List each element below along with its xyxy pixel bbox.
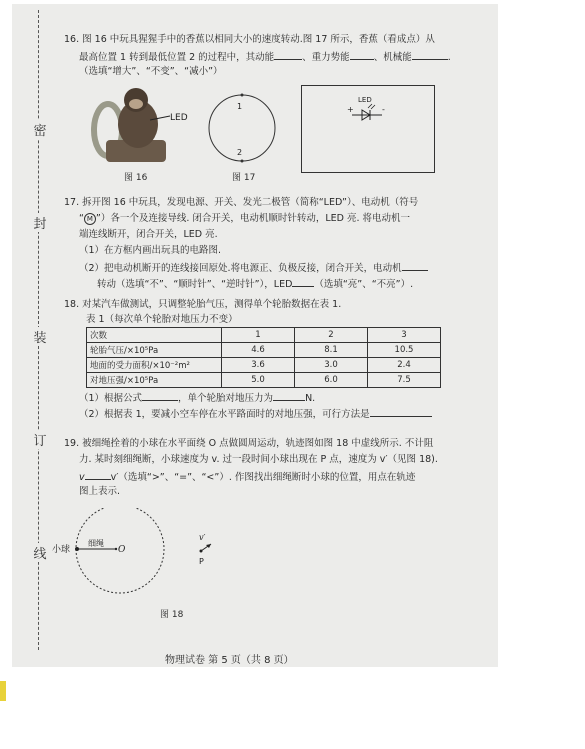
q19-line2: 力. 某时刻细绳断，小球速度为 v. 过一段时间小球出现在 P 点，速度为 v′（见图 18). bbox=[79, 454, 438, 465]
q16-text-c: 、机械能 bbox=[373, 52, 412, 63]
q16-blank-potential[interactable] bbox=[350, 48, 374, 60]
q16-line1: 16. 图 16 中玩具猩猩手中的香蕉以相同大小的速度转动.图 17 所示，香蕉（看成点）从 bbox=[64, 34, 435, 45]
motor-symbol-icon: M bbox=[84, 213, 96, 225]
page-footer: 物理试卷 第 5 页（共 8 页） bbox=[165, 655, 294, 666]
q18-table-caption: 表 1（每次单个轮胎对地压力不变） bbox=[86, 314, 238, 325]
fig17-pos1: 1 bbox=[237, 102, 243, 111]
q17-text-b: ”）各一个及连接导线. 闭合开关，电动机顺时针转动，LED 亮. 将电动机一 bbox=[95, 213, 411, 224]
table-row bbox=[87, 373, 441, 388]
table-row bbox=[87, 343, 441, 358]
box-plus: + bbox=[347, 105, 354, 114]
q17-item1: （1）在方框内画出玩具的电路图. bbox=[79, 245, 222, 256]
rope-label: 细绳 bbox=[88, 539, 104, 548]
q18-blank-formula[interactable] bbox=[142, 389, 178, 401]
table-cell: 5.0 bbox=[222, 373, 295, 388]
table-cell: 1 bbox=[222, 328, 295, 343]
box-led-label: LED bbox=[358, 96, 372, 104]
q17-line3: 端连线断开，闭合开关，LED 亮. bbox=[79, 229, 218, 240]
table-row bbox=[87, 328, 441, 343]
q19-line4: 图上表示. bbox=[79, 486, 121, 497]
fig16-led-label: LED bbox=[170, 113, 188, 123]
q19-blank-compare[interactable] bbox=[85, 468, 111, 480]
margin-label-mi: 密 bbox=[30, 120, 50, 139]
q17-line2 bbox=[79, 211, 410, 226]
table-cell: 4.6 bbox=[222, 343, 295, 358]
q16-text-d: . bbox=[447, 52, 451, 63]
q16-blank-mechanical[interactable] bbox=[412, 48, 448, 60]
q17-item2-text-b: 转动（选填“不”、“顺时针”、“逆时针”），LED bbox=[97, 279, 293, 290]
table-cell: 次数 bbox=[87, 328, 222, 343]
q19-text-v: v bbox=[79, 472, 85, 483]
q16-line2 bbox=[79, 48, 451, 65]
table-cell: 3.0 bbox=[295, 358, 368, 373]
fig17-caption: 图 17 bbox=[232, 173, 256, 183]
q18-data-table bbox=[86, 327, 441, 388]
center-label: O bbox=[118, 545, 126, 555]
table-cell: 轮胎气压/×10⁵Pa bbox=[87, 343, 222, 358]
yellow-edge-mark bbox=[0, 681, 6, 701]
v-prime-label: v′ bbox=[199, 533, 206, 542]
q18-line1: 18. 对某汽车做测试，只调整轮胎气压，测得单个轮胎数据在表 1. bbox=[64, 299, 342, 310]
table-cell: 3.6 bbox=[222, 358, 295, 373]
q17-item2-line2 bbox=[97, 275, 413, 292]
box-minus: - bbox=[382, 105, 385, 114]
fig16-caption: 图 16 bbox=[124, 173, 148, 183]
margin-label-feng: 封 bbox=[30, 213, 50, 232]
q18-blank-method[interactable] bbox=[370, 405, 432, 417]
table-cell: 3 bbox=[368, 328, 441, 343]
figure-17-circle bbox=[206, 92, 278, 164]
fig17-pos2: 2 bbox=[237, 148, 243, 157]
margin-label-xian: 线 bbox=[30, 543, 50, 562]
monkey-face bbox=[129, 99, 143, 109]
q18-item1-text-b: ，单个轮胎对地压力为 bbox=[178, 393, 274, 404]
q18-item1-text-c: N. bbox=[305, 393, 316, 404]
q17-blank-led[interactable] bbox=[292, 275, 314, 287]
center-dot bbox=[115, 548, 117, 550]
led-symbol bbox=[342, 94, 392, 124]
q17-text-a: “ bbox=[79, 213, 84, 224]
table-cell: 6.0 bbox=[295, 373, 368, 388]
q16-blank-kinetic[interactable] bbox=[274, 48, 302, 60]
ball-label: 小球 bbox=[52, 545, 71, 555]
q16-text-b: 、重力势能 bbox=[302, 52, 350, 63]
q18-blank-force[interactable] bbox=[273, 389, 305, 401]
q18-item2-text: （2）根据表 1，要减小空车停在水平路面时的对地压强，可行方法是 bbox=[79, 409, 370, 420]
q17-item2-text-c: （选填“亮”、“不亮”）. bbox=[314, 279, 414, 290]
fig18-caption: 图 18 bbox=[160, 610, 184, 620]
q18-item1-text-a: （1）根据公式 bbox=[79, 393, 143, 404]
table-cell: 对地压强/×10⁵Pa bbox=[87, 373, 222, 388]
table-cell: 10.5 bbox=[368, 343, 441, 358]
table-cell: 8.1 bbox=[295, 343, 368, 358]
table-cell: 7.5 bbox=[368, 373, 441, 388]
p-label: P bbox=[199, 557, 204, 566]
q18-item1 bbox=[79, 389, 315, 406]
table-row bbox=[87, 358, 441, 373]
q17-item2-line1 bbox=[79, 259, 428, 276]
q19-line3 bbox=[79, 468, 415, 485]
q19-line1: 19. 被细绳拴着的小球在水平面绕 O 点做圆周运动，轨迹图如图 18 中虚线所示. 不计阻 bbox=[64, 438, 434, 449]
q16-text-a: 最高位置 1 转到最低位置 2 的过程中，其动能 bbox=[79, 52, 275, 63]
table-cell: 2.4 bbox=[368, 358, 441, 373]
table-cell: 地面的受力面积/×10⁻²m² bbox=[87, 358, 222, 373]
margin-label-ding: 订 bbox=[30, 430, 50, 449]
figure-18-orbit bbox=[50, 508, 240, 608]
q19-text-b: v′（选填“>”、“=”、“<”）. 作图找出细绳断时小球的位置，用点在轨迹 bbox=[110, 472, 416, 483]
table-cell: 2 bbox=[295, 328, 368, 343]
margin-label-zhuang: 装 bbox=[30, 327, 50, 346]
q18-item2 bbox=[79, 405, 432, 422]
q17-blank-motor[interactable] bbox=[402, 259, 428, 271]
figure-16-toy bbox=[78, 84, 198, 166]
q16-line3: （选填“增大”、“不变”、“减小”） bbox=[79, 66, 223, 77]
q17-item2-text-a: （2）把电动机断开的连线接回原处.将电源正、负极反接，闭合开关，电动机 bbox=[79, 263, 402, 274]
q17-line1: 17. 拆开图 16 中玩具，发现电源、开关、发光二极管（简称“LED”）、电动机（符号 bbox=[64, 197, 419, 208]
